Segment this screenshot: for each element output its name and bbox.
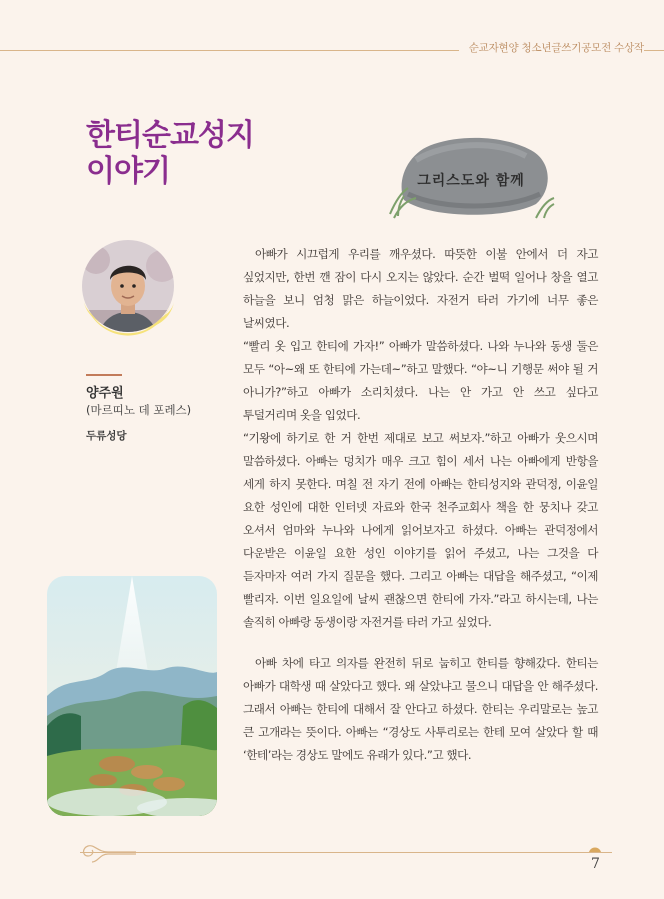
title-line-1: 한티순교성지 xyxy=(86,118,254,153)
footer-rule xyxy=(80,852,612,853)
title-line-2: 이야기 xyxy=(86,154,170,189)
stone-label: 그리스도와 함께 xyxy=(417,173,525,189)
essay-body xyxy=(243,243,598,767)
essay-paragraph-1: 아빠가 시끄럽게 우리를 깨우셨다. 따뜻한 이불 안에서 더 자고 싶었지만, 한번 깬 잠이 다시 오지는 않았다. 순간 벌떡 일어나 창을 열고 하늘을 보니 엄청 맑은 하늘이었다. 자전거 타러 가기에 너무 좋은 날씨였다. xyxy=(243,247,598,330)
essay-paragraph-2: “빨리 옷 입고 한티에 가자!” 아빠가 말씀하셨다. 나와 누나와 동생 둘은 모두 “아~왜 또 한티에 가는데~”하고 말했다. “야~니 기행문 써야 될 거 아니가?”하고 아빠가 소리치셨다. 나는 안 가고 안 쓰고 싶다고 투덜거리며 옷을 입었다. xyxy=(243,339,598,422)
page-number: 7 xyxy=(591,856,600,872)
header-text: 순교자현양 청소년글쓰기공모전 수상작 xyxy=(459,40,644,55)
student-portrait-avatar xyxy=(78,240,178,350)
page-ornament-icon xyxy=(588,844,602,852)
author-parish: 두류성당 xyxy=(86,430,127,442)
author-baptismal-name: (마르띠노 데 포레스) xyxy=(86,403,192,417)
page-title xyxy=(86,118,254,190)
essay-paragraph-4: 아빠 차에 타고 의자를 완전히 뒤로 눕히고 한티를 향해갔다. 한티는 아빠가 대학생 때 살았다고 했다. 왜 살았냐고 물으니 대답을 안 해주셨다. 그래서 아빠는 한티에 대해서 잘 안다고 하셨다. 한티는 우리말로는 높고 큰 고개라는 뜻이다. 아빠는 “경상도 사투리로는 한테 모여 살았다 할 때 ‘한테’라는 경상도 말에도 유래가 있다.”고 했다. xyxy=(243,656,598,762)
essay-paragraph-3: “기왕에 하기로 한 거 한번 제대로 보고 써보자.”하고 아빠가 웃으시며 말씀하셨다. 아빠는 덩치가 매우 크고 힘이 세서 나는 아빠에게 반항을 세게 하지 못한다. 며칠 전 자기 전에 아빠는 한티성지와 관덕정, 이윤일 요한 성인에 대한 인터넷 자료와 한국 천주교회사 책을 한 뭉치나 갖고 오셔서 엄마와 누나와 나에게 읽어보자고 하셨다. 아빠는 관덕정에서 다운받은 이윤일 요한 성인 이야기를 읽어 주셨고, 나는 그것을 다 듣자마자 여러 가지 질문을 했다. 그리고 아빠는 대답을 해주셨고, “이제 빨리자. 이번 일요일에 날씨 괜찮으면 한티에 가자.”라고 하시는데, 나는 솔직히 아빠랑 동생이랑 자전거를 타러 가고 싶었다. xyxy=(243,431,598,629)
footer-swirl-ornament xyxy=(78,840,138,866)
author-name: 양주원 xyxy=(86,386,124,401)
author-rule xyxy=(86,374,122,376)
mountain-village-illustration xyxy=(47,576,217,816)
